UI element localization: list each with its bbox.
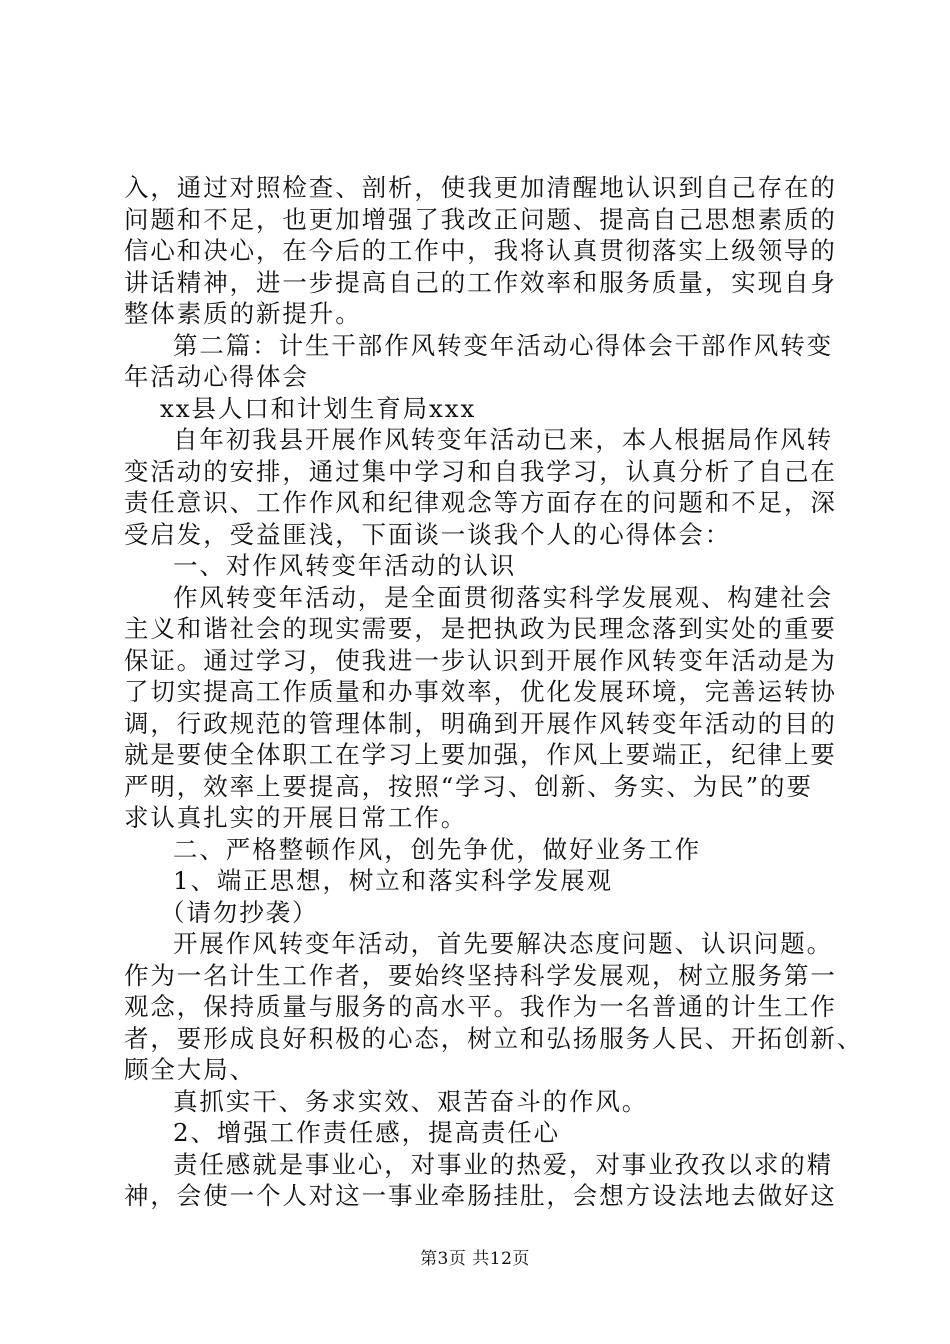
text-line: 作风转变年活动，是全面贯彻落实科学发展观、构建社会 (173, 582, 833, 612)
text-line: 神，会使一个人对这一事业牵肠挂肚，会想方设法地去做好这 (124, 1181, 837, 1210)
text-line: 责任意识、工作作风和纪律观念等方面存在的问题和不足，深 (124, 488, 837, 517)
text-line: 入，通过对照检查、剖析，使我更加清醒地认识到自己存在的 (124, 173, 837, 202)
text-line: 就是要使全体职工在学习上要加强，作风上要端正，纪律上要 (124, 740, 837, 769)
text-line: 主义和谐社会的现实需要，是把执政为民理念落到实处的重要 (124, 614, 837, 643)
text-line: 严明，效率上要提高，按照“学习、创新、务实、为民”的要 (124, 771, 813, 801)
text-line: 受启发，受益匪浅，下面谈一谈我个人的心得体会： (124, 519, 732, 549)
text-line: 第二篇：计生干部作风转变年活动心得体会干部作风转变 (173, 330, 833, 360)
text-line: 讲话精神，进一步提高自己的工作效率和服务质量，实现自身 (124, 267, 837, 297)
page-number-footer: 第3页 共12页 (420, 1249, 530, 1269)
document-body (124, 172, 864, 1212)
text-line: xx县人口和计划生育局xxx (160, 393, 477, 423)
text-line: 调，行政规范的管理体制，明确到开展作风转变年活动的目的 (124, 708, 837, 738)
text-line: 年活动心得体会 (124, 362, 309, 391)
text-line: 顾全大局、 (124, 1055, 256, 1084)
text-line: 责任感就是事业心，对事业的热爱，对事业孜孜以求的精 (173, 1149, 833, 1179)
text-line: 自年初我县开展作风转变年活动已来，本人根据局作风转 (173, 425, 833, 454)
text-line: 2、增强工作责任感，提高责任心 (173, 1118, 561, 1147)
text-line: 作为一名计生工作者，要始终坚持科学发展观，树立服务第一 (124, 960, 837, 990)
text-line: 二、严格整顿作风，创先争优，做好业务工作 (173, 834, 701, 864)
text-line: 观念，保持质量与服务的高水平。我作为一名普通的计生工作 (124, 992, 837, 1021)
text-line: 信心和决心，在今后的工作中，我将认真贯彻落实上级领导的 (124, 236, 837, 265)
text-line: 1、端正思想，树立和落实科学发展观 (173, 866, 613, 895)
text-line: 保证。通过学习，使我进一步认识到开展作风转变年活动是为 (124, 645, 837, 675)
text-line: 者，要形成良好积极的心态，树立和弘扬服务人民、开拓创新、 (124, 1023, 864, 1053)
text-line: （请勿抄袭） (160, 897, 319, 927)
text-line: 真抓实干、务求实效、艰苦奋斗的作风。 (173, 1086, 649, 1116)
text-line: 求认真扎实的开展日常工作。 (124, 803, 468, 832)
text-line: 开展作风转变年活动，首先要解决态度问题、认识问题。 (173, 929, 833, 958)
text-line: 一、对作风转变年活动的认识 (173, 551, 517, 580)
text-line: 了切实提高工作质量和办事效率，优化发展环境，完善运转协 (124, 677, 837, 706)
text-line: 变活动的安排，通过集中学习和自我学习，认真分析了自己在 (124, 456, 837, 486)
text-line: 整体素质的新提升。 (124, 299, 362, 328)
text-line: 问题和不足，也更加增强了我改正问题、提高自己思想素质的 (124, 204, 837, 234)
